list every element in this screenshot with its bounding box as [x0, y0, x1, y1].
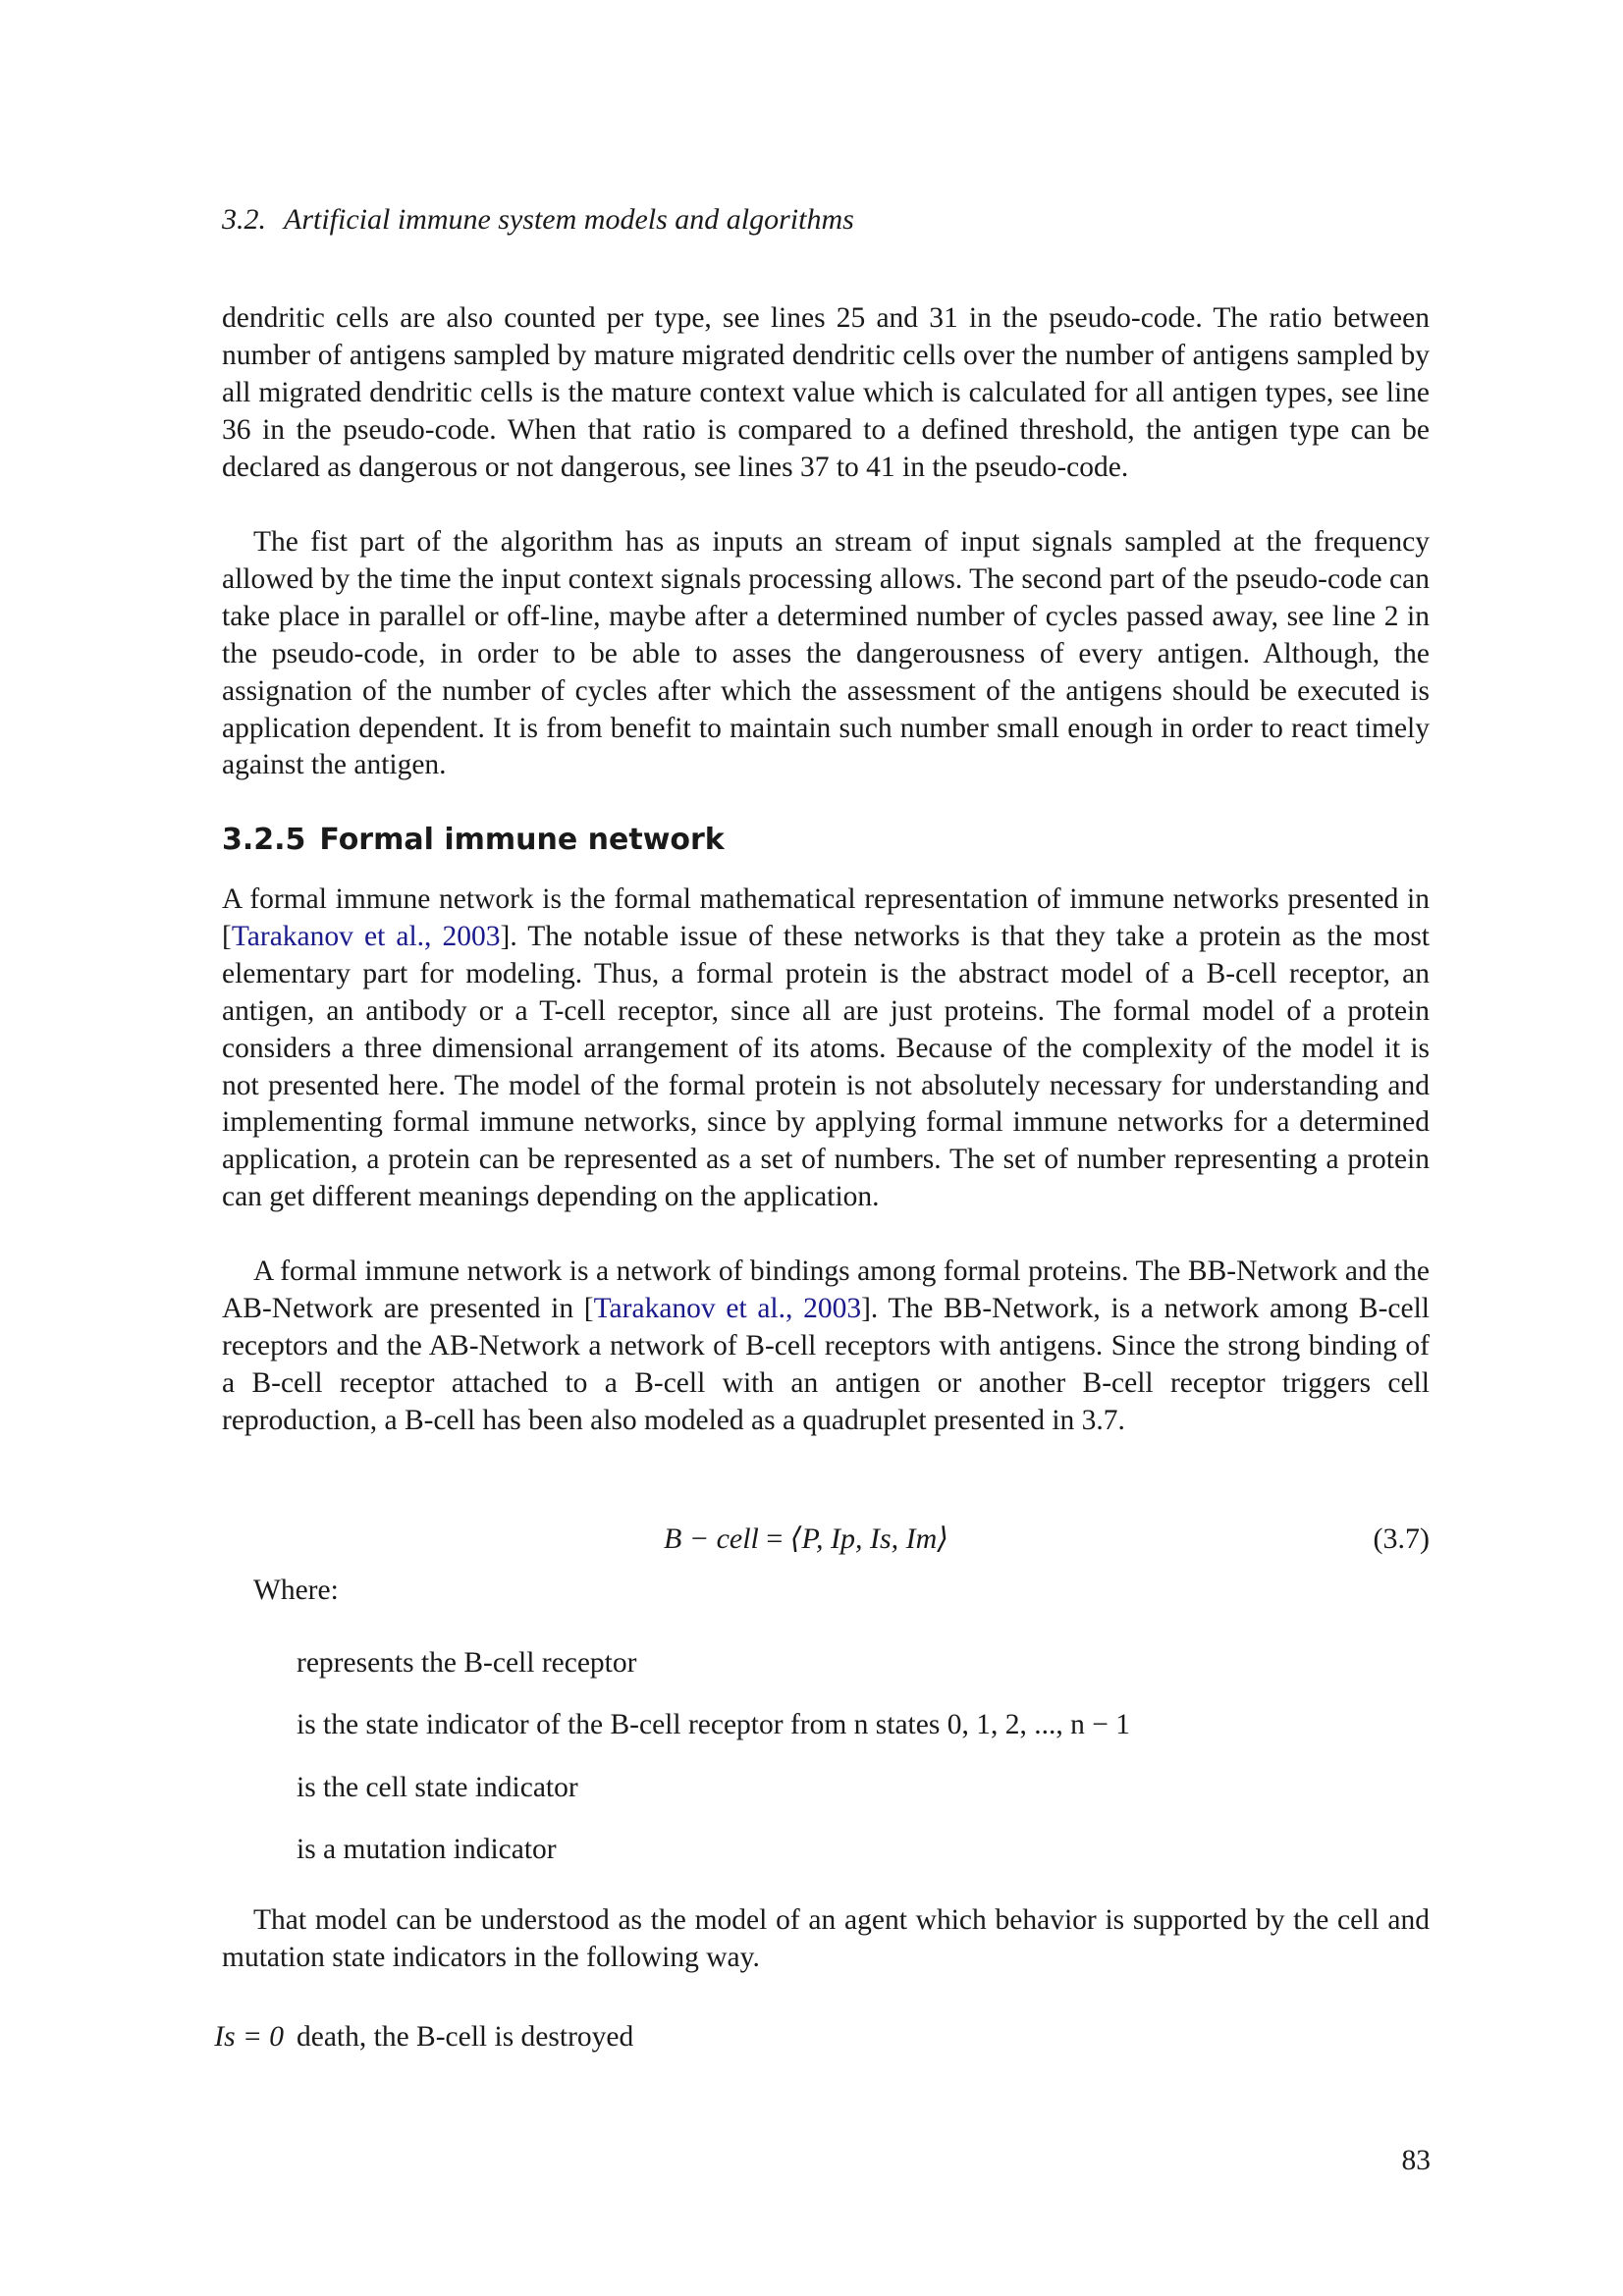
- citation-year: 2003: [442, 920, 501, 952]
- running-header: [222, 203, 854, 237]
- section-title: Formal immune network: [319, 823, 725, 857]
- paragraph-text: ]. The BB-Network, is a network among B-cell receptors and the AB-Network a network of B-cell receptors with antigens. Since the strong binding of a B-cell receptor attached to a B-cell with an antigen or another B-cell receptor triggers cell reproduction, a B-cell has been also modeled as a quadruplet presented in 3.7.: [222, 1292, 1431, 1436]
- paragraph-formal-immune-network: [222, 881, 1430, 1216]
- paragraph-text: A formal immune network is a network of bindings among formal proteins. The BB-Network and the AB-Network are presented in [: [222, 1255, 1430, 1324]
- citation-link[interactable]: [594, 1293, 861, 1324]
- where-label: Where:: [253, 1575, 339, 1606]
- citation-year: 2003: [803, 1292, 862, 1324]
- citation-authors: Tarakanov et al.: [231, 920, 425, 952]
- header-title: Artificial immune system models and algorithms: [284, 203, 854, 236]
- definition-description: is the cell state indicator: [297, 1772, 578, 1803]
- definition-description: is a mutation indicator: [297, 1834, 557, 1865]
- paragraph-text: A formal immune network is the formal mathematical representation of immune networks presented in [: [222, 883, 1430, 952]
- equation-3-7: [222, 1520, 1430, 1559]
- paragraph-algorithm-parts: The fist part of the algorithm has as inputs an stream of input signals sampled at the frequency allowed by the time the input context signals processing allows. The second part of the pseudo-code can take place in parallel or off-line, maybe after a determined number of cycles passed away, see line 2 in the pseudo-code, in order to be able to asses the dangerousness of every antigen. Although, the assignation of the number of cycles after which the assessment of the antigens should be executed is application dependent. It is from benefit to maintain such number small enough in order to react timely against the antigen.: [222, 526, 1430, 781]
- paragraph-dendritic-cells: dendritic cells are also counted per type, see lines 25 and 31 in the pseudo-code. The ratio between number of antigens sampled by mature migrated dendritic cells over the number of antigens sampled by all migrated dendritic cells is the mature context value which is calculated for all antigen types, see line 36 in the pseudo-code. When that ratio is compared to a defined threshold, the antigen type can be declared as dangerous or not dangerous, see lines 37 to 41 in the pseudo-code.: [222, 302, 1430, 483]
- equation-equals: =: [758, 1522, 790, 1555]
- paragraph-agent-model: That model can be understood as the model of an agent which behavior is supported by the cell and mutation state indicators in the following way.: [222, 1904, 1430, 1973]
- definition-description: represents the B-cell receptor: [297, 1647, 637, 1679]
- citation-link[interactable]: [232, 921, 501, 952]
- page-number: 83: [1401, 2145, 1431, 2176]
- equation-number: (3.7): [1373, 1522, 1430, 1555]
- paragraph-bb-ab-network: [222, 1254, 1430, 1440]
- header-section-number: 3.2.: [222, 203, 266, 236]
- state-description: death, the B-cell is destroyed: [297, 2021, 634, 2053]
- state-item: [0, 2018, 1623, 2056]
- section-heading: [222, 823, 725, 857]
- section-number: 3.2.5: [222, 823, 306, 857]
- citation-separator: ,: [785, 1292, 804, 1324]
- state-symbol: Is = 0: [214, 2021, 284, 2053]
- equation-formula: [664, 1520, 948, 1559]
- citation-separator: ,: [424, 920, 443, 952]
- citation-authors: Tarakanov et al.: [593, 1292, 785, 1324]
- equation-lhs: B − cell: [664, 1522, 759, 1555]
- equation-rhs: ⟨P, Ip, Is, Im⟩: [789, 1522, 948, 1555]
- definition-description: is the state indicator of the B-cell receptor from n states 0, 1, 2, ..., n − 1: [297, 1709, 1130, 1740]
- paragraph-text: ]. The notable issue of these networks is that they take a protein as the most elementary part for modeling. Thus, a formal protein is the abstract model of a B-cell receptor, an antigen, an antibody or a T-cell receptor, since all are just proteins. The formal model of a protein considers a three dimensional arrangement of its atoms. Because of the complexity of the model it is not presented here. The model of the formal protein is not absolutely necessary for understanding and implementing formal immune networks, since by applying formal immune networks for a determined application, a protein can be represented as a set of numbers. The set of number representing a protein can get different meanings depending on the application.: [222, 920, 1430, 1213]
